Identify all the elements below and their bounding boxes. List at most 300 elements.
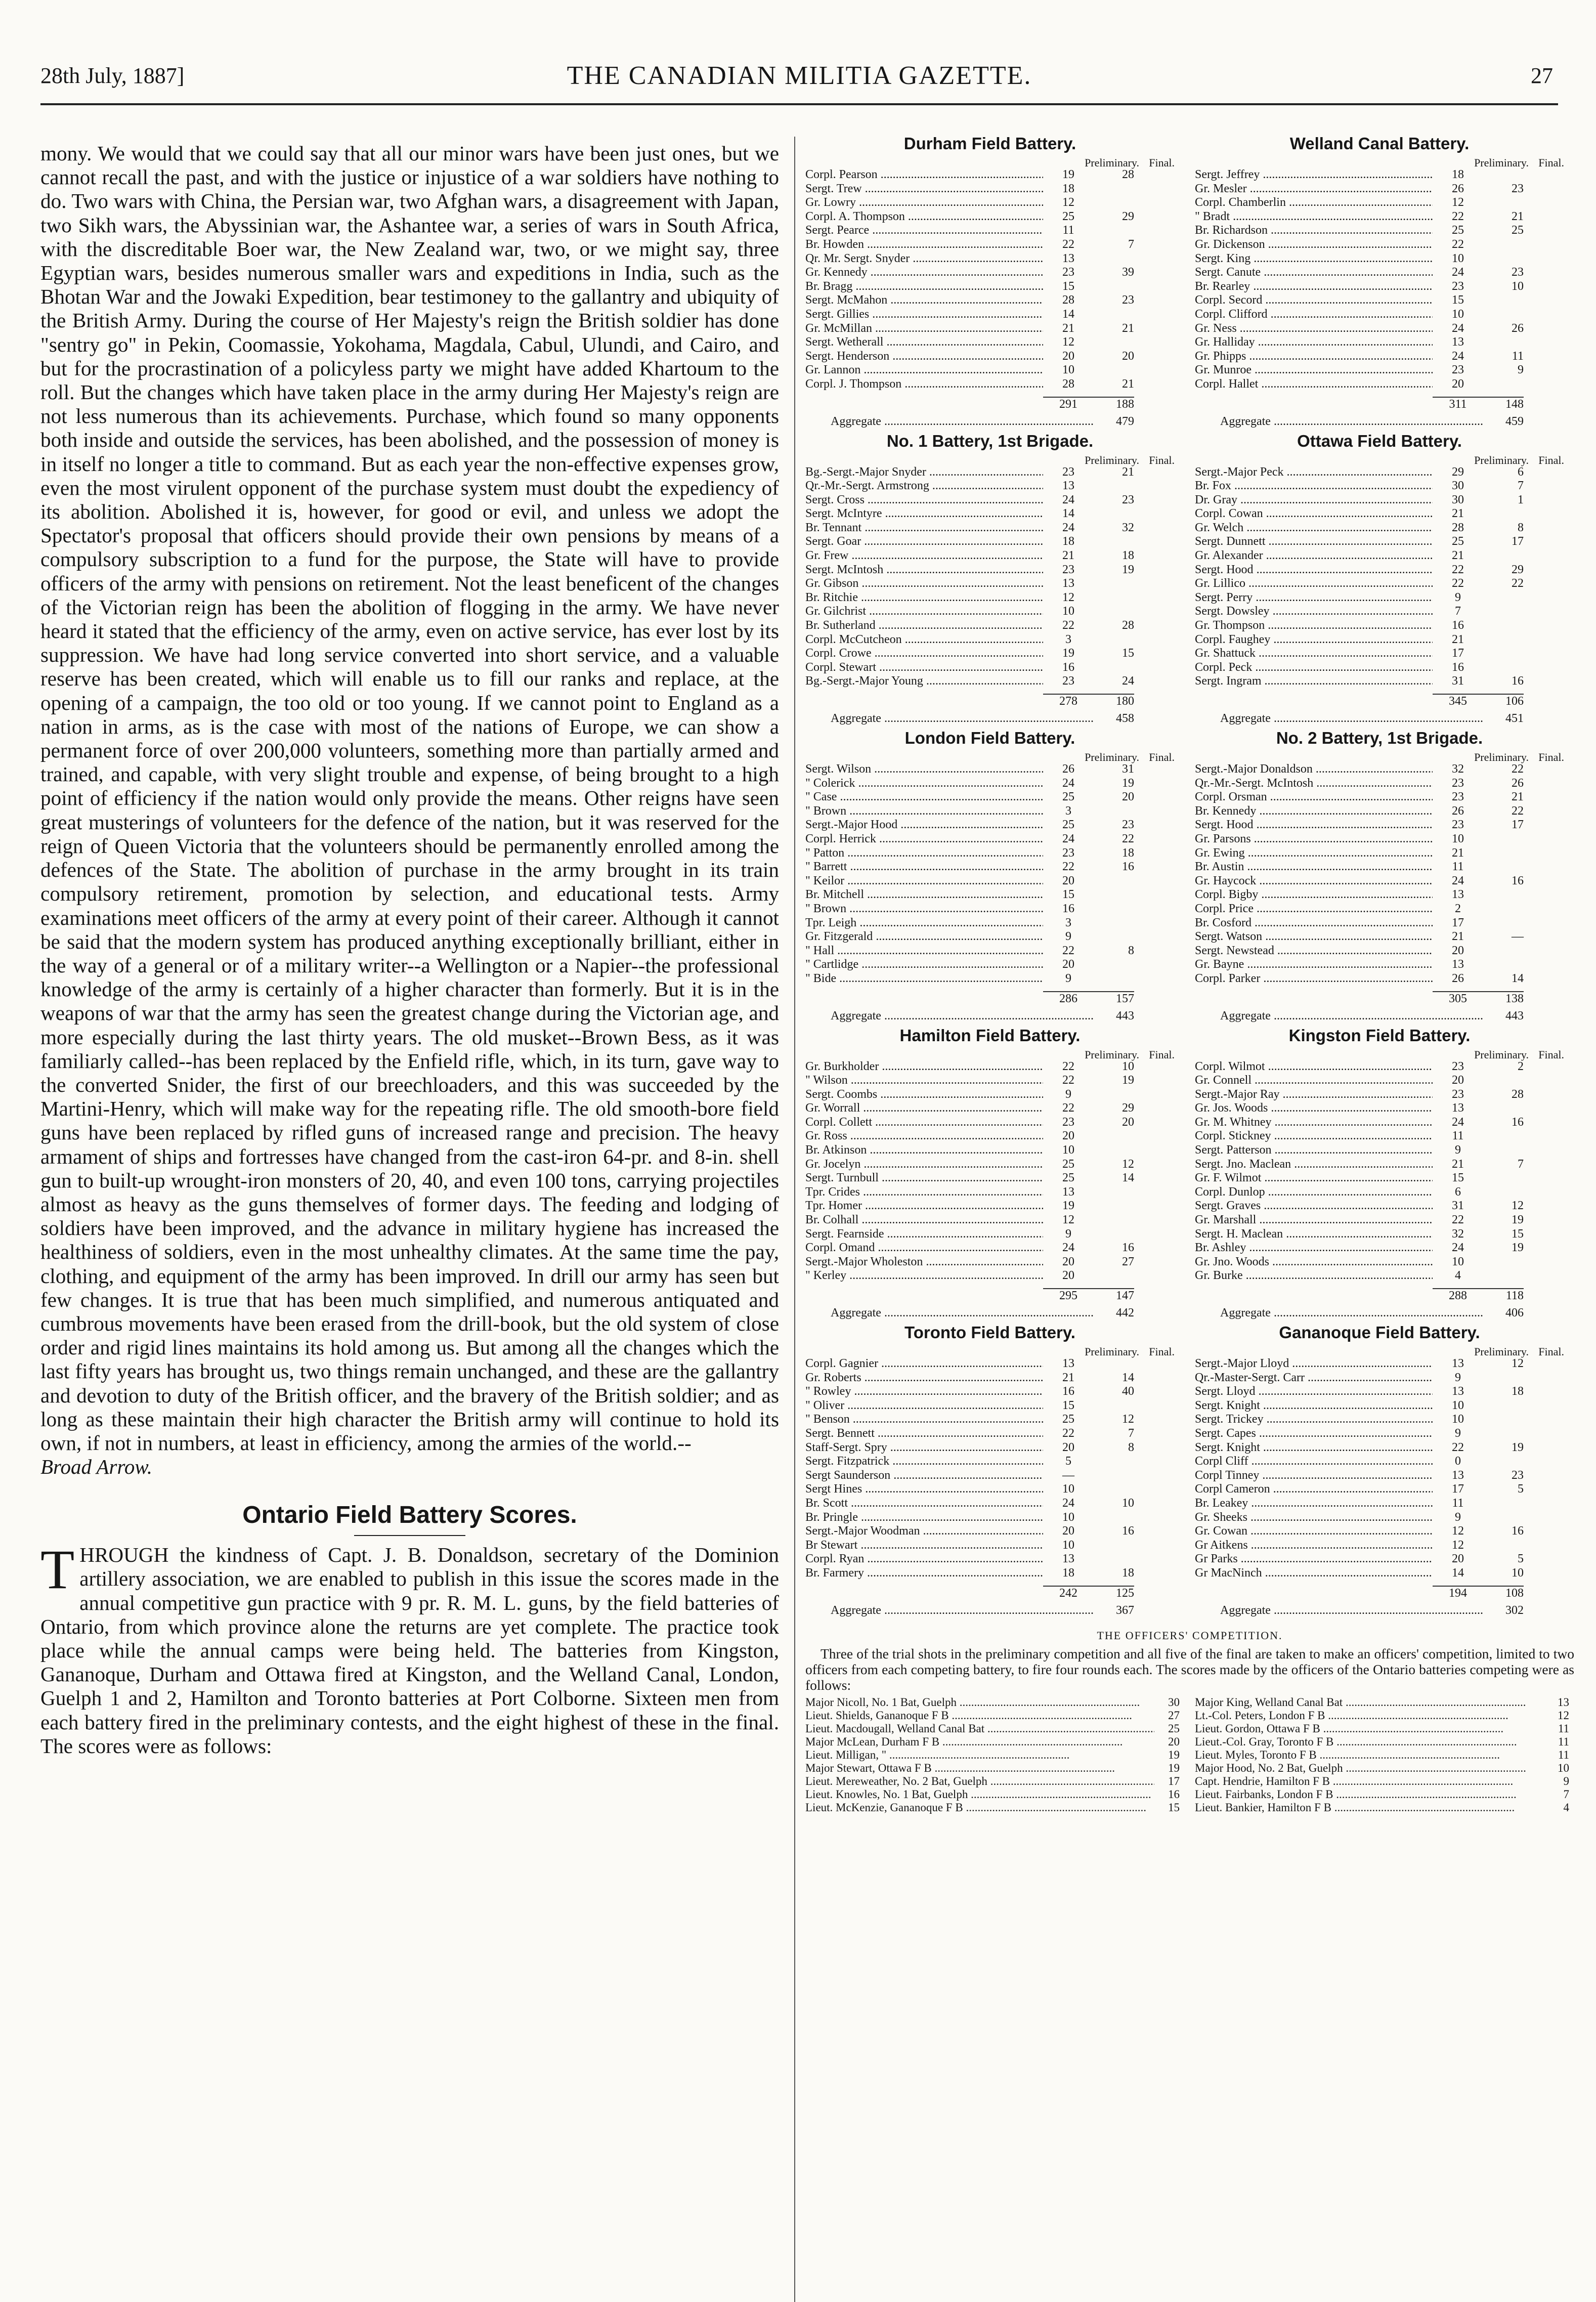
preliminary-score: 3 xyxy=(1065,916,1071,929)
preliminary-score: 22 xyxy=(1062,1074,1074,1087)
preliminary-score: — xyxy=(1062,1468,1074,1482)
preliminary-score: 25 xyxy=(1062,818,1074,832)
preliminary-score: 9 xyxy=(1065,1087,1071,1101)
final-score: 7 xyxy=(1518,479,1524,493)
gunner-name: Br. Mitchell ..... xyxy=(805,888,1043,902)
aggregate-label: Aggregate ..... xyxy=(805,1604,1094,1618)
score-row xyxy=(1195,818,1564,832)
score-row xyxy=(805,210,1175,224)
gunner-name: Corpl Cameron ..... xyxy=(1195,1482,1433,1497)
preliminary-score: 23 xyxy=(1062,563,1074,576)
preliminary-score: 15 xyxy=(1452,1171,1464,1185)
final-score xyxy=(1094,972,1134,986)
column-headers xyxy=(1195,453,1564,465)
preliminary-score: 22 xyxy=(1452,237,1464,251)
score-row xyxy=(1195,1241,1564,1255)
officers-scores xyxy=(805,1696,1574,1814)
score-row xyxy=(805,238,1175,252)
score-row xyxy=(805,1269,1175,1283)
gunner-name: Corpl. Ryan ..... xyxy=(805,1552,1043,1566)
final-score: 8 xyxy=(1128,1440,1134,1454)
final-score: 28 xyxy=(1122,619,1134,632)
preliminary-score: 10 xyxy=(1452,1255,1464,1268)
final-score xyxy=(1094,507,1134,521)
final-score: 21 xyxy=(1512,790,1524,804)
score-row xyxy=(1195,674,1564,689)
final-score xyxy=(1094,902,1134,916)
officer-name: Lieut. Shields, Gananoque F B ..... xyxy=(805,1709,1154,1722)
final-score: 19 xyxy=(1122,1074,1134,1087)
gunner-name: Gr. Burkholder ..... xyxy=(805,1060,1043,1074)
final-score: 29 xyxy=(1122,209,1134,223)
final-score: 10 xyxy=(1122,1059,1134,1073)
officers-intro: Three of the trial shots in the preliminary competition and all five of the final are taken to make an officers' competition, limited to two officers from each competing battery, to fire four rounds each. The scores made by the officers of the Ontario batteries competing were as follows: xyxy=(805,1645,1574,1693)
final-header: Final. xyxy=(1149,453,1175,466)
score-row xyxy=(805,661,1175,675)
gunner-name: Br. Atkinson ..... xyxy=(805,1143,1043,1158)
final-score xyxy=(1094,1482,1134,1497)
score-row xyxy=(805,777,1175,791)
score-row xyxy=(1195,1074,1564,1088)
score-row xyxy=(1195,238,1564,252)
battery-name: Kingston Field Battery. xyxy=(1288,1026,1471,1045)
preliminary-score: 10 xyxy=(1452,1413,1464,1426)
officer-name: Lieut. McKenzie, Gananoque F B ..... xyxy=(805,1801,1154,1814)
battery-name: Welland Canal Battery. xyxy=(1289,134,1470,153)
score-row xyxy=(805,335,1175,350)
gunner-name: Corpl. Collett ..... xyxy=(805,1116,1043,1130)
preliminary-score: 13 xyxy=(1452,888,1464,902)
final-header: Final. xyxy=(1149,1048,1175,1061)
preliminary-score: 20 xyxy=(1452,944,1464,957)
preliminary-score: 12 xyxy=(1062,335,1074,349)
final-score: 10 xyxy=(1122,1496,1134,1510)
final-score: 16 xyxy=(1122,860,1134,874)
gunner-name: Sergt. Wetherall ..... xyxy=(805,335,1043,350)
final-score xyxy=(1094,196,1134,210)
gunner-name: Sergt. Dunnett ..... xyxy=(1195,535,1433,549)
final-score: 1 xyxy=(1518,493,1524,506)
gunner-name: Gr Aitkens ..... xyxy=(1195,1539,1433,1553)
score-row xyxy=(1195,252,1564,266)
score-row xyxy=(1195,804,1564,819)
officer-score-row xyxy=(1195,1788,1569,1801)
final-score: 8 xyxy=(1518,521,1524,534)
preliminary-score: 23 xyxy=(1452,818,1464,832)
preliminary-score: 18 xyxy=(1062,182,1074,195)
section-rule xyxy=(354,1535,465,1536)
final-score: 17 xyxy=(1512,535,1524,548)
aggregate-label: Aggregate ..... xyxy=(1195,1306,1483,1320)
score-row xyxy=(1195,224,1564,238)
totals-row xyxy=(805,395,1175,412)
battery-name: No. 1 Battery, 1st Brigade. xyxy=(886,431,1094,450)
score-row xyxy=(1195,1213,1564,1227)
gunner-name: Sergt.-Major Wholeston ..... xyxy=(805,1255,1043,1269)
total-preliminary: 194 xyxy=(1433,1586,1483,1601)
score-row xyxy=(1195,1101,1564,1116)
gunner-name: Sergt. Jeffrey ..... xyxy=(1195,168,1433,182)
gunner-name: Gr. Cowan ..... xyxy=(1195,1524,1433,1539)
final-score: 19 xyxy=(1512,1241,1524,1255)
final-score xyxy=(1094,479,1134,493)
officer-score-row xyxy=(805,1709,1180,1722)
final-score xyxy=(1094,1088,1134,1102)
right-column xyxy=(805,134,1574,1814)
final-score xyxy=(1094,577,1134,591)
final-score xyxy=(1094,605,1134,619)
score-row xyxy=(1195,1524,1564,1539)
score-row xyxy=(805,1227,1175,1242)
column-rule xyxy=(794,137,795,2302)
final-score: 16 xyxy=(1512,1115,1524,1129)
score-row xyxy=(805,1566,1175,1581)
preliminary-score: 10 xyxy=(1062,605,1074,618)
final-score xyxy=(1483,1413,1524,1427)
gunner-name: Sergt.-Major Woodman ..... xyxy=(805,1524,1043,1539)
score-row xyxy=(805,633,1175,647)
section-title: Ontario Field Battery Scores. xyxy=(242,1502,577,1529)
preliminary-score: 17 xyxy=(1452,647,1464,660)
preliminary-score: 12 xyxy=(1062,590,1074,604)
preliminary-score: 15 xyxy=(1062,888,1074,902)
officer-name: Major McLean, Durham F B ..... xyxy=(805,1735,1154,1749)
gunner-name: Br. Farmery ..... xyxy=(805,1566,1043,1581)
score-row xyxy=(805,280,1175,294)
score-row xyxy=(1195,563,1564,577)
preliminary-score: 24 xyxy=(1062,1496,1074,1510)
final-score xyxy=(1094,661,1134,675)
gunner-name: Corpl. McCutcheon ..... xyxy=(805,633,1043,647)
score-row xyxy=(805,293,1175,308)
gunner-name: Gr. Dickenson ..... xyxy=(1195,238,1433,252)
totals-row xyxy=(805,692,1175,709)
final-score xyxy=(1483,168,1524,182)
gunner-name: Br. Fox ..... xyxy=(1195,479,1433,493)
officer-name: Major Stewart, Ottawa F B ..... xyxy=(805,1762,1154,1775)
score-row xyxy=(805,605,1175,619)
gunner-name: Corpl Cliff ..... xyxy=(1195,1455,1433,1469)
gunner-name: Sergt. H. Maclean ..... xyxy=(1195,1227,1433,1242)
gunner-name: Gr. Haycock ..... xyxy=(1195,874,1433,888)
gunner-name: " Bradt ..... xyxy=(1195,210,1433,224)
officer-score-row xyxy=(805,1801,1180,1814)
preliminary-header: Preliminary. xyxy=(1085,156,1139,169)
preliminary-score: 20 xyxy=(1062,1269,1074,1283)
column-headers xyxy=(805,1048,1175,1060)
total-final: 108 xyxy=(1483,1586,1524,1601)
gunner-name: " Oliver ..... xyxy=(805,1399,1043,1413)
final-score: 6 xyxy=(1518,465,1524,479)
preliminary-score: 5 xyxy=(1065,1455,1071,1468)
score-row xyxy=(805,1158,1175,1172)
score-row xyxy=(805,521,1175,535)
gunner-name: Corpl. Peck ..... xyxy=(1195,661,1433,675)
aggregate-value: 451 xyxy=(1505,712,1524,726)
total-final: 180 xyxy=(1094,694,1134,709)
final-score xyxy=(1483,1455,1524,1469)
gunner-name: Gr. Ewing ..... xyxy=(1195,846,1433,861)
gunner-name: Sergt. Ingram ..... xyxy=(1195,674,1433,689)
score-row xyxy=(1195,479,1564,493)
totals-row xyxy=(805,1286,1175,1303)
score-row xyxy=(1195,1385,1564,1399)
final-score: 7 xyxy=(1518,1157,1524,1171)
preliminary-score: 23 xyxy=(1062,465,1074,479)
officer-score-row xyxy=(805,1735,1180,1749)
final-score: 5 xyxy=(1518,1482,1524,1496)
preliminary-score: 15 xyxy=(1062,1398,1074,1412)
preliminary-score: 23 xyxy=(1452,279,1464,293)
final-score: 40 xyxy=(1122,1385,1134,1398)
preliminary-score: 22 xyxy=(1452,1213,1464,1227)
final-score: 28 xyxy=(1122,168,1134,181)
preliminary-score: 16 xyxy=(1062,1385,1074,1398)
final-score: 15 xyxy=(1512,1227,1524,1241)
preliminary-score: 19 xyxy=(1062,168,1074,181)
preliminary-score: 13 xyxy=(1062,479,1074,493)
preliminary-score: 12 xyxy=(1062,196,1074,209)
score-row xyxy=(1195,1427,1564,1441)
final-score xyxy=(1483,1371,1524,1385)
preliminary-score: 21 xyxy=(1452,1157,1464,1171)
gunner-name: " Brown ..... xyxy=(805,902,1043,916)
preliminary-score: 23 xyxy=(1452,363,1464,377)
gunner-name: Br. Ashley ..... xyxy=(1195,1241,1433,1255)
score-row xyxy=(1195,1441,1564,1455)
score-row xyxy=(805,888,1175,902)
preliminary-score: 10 xyxy=(1452,1398,1464,1412)
score-row xyxy=(805,535,1175,549)
total-final: 118 xyxy=(1483,1288,1524,1303)
preliminary-score: 13 xyxy=(1062,251,1074,265)
gunner-name: Sergt. Bennett ..... xyxy=(805,1427,1043,1441)
gunner-name: Br Stewart ..... xyxy=(805,1539,1043,1553)
gunner-name: Gr. Lillico ..... xyxy=(1195,577,1433,591)
aggregate-value: 302 xyxy=(1505,1603,1524,1617)
preliminary-score: 10 xyxy=(1452,307,1464,321)
score-row xyxy=(805,674,1175,689)
gunner-name: Br. Scott ..... xyxy=(805,1497,1043,1511)
preliminary-score: 22 xyxy=(1062,1101,1074,1115)
preliminary-score: 25 xyxy=(1062,1413,1074,1426)
preliminary-score: 28 xyxy=(1062,293,1074,307)
final-score: 18 xyxy=(1122,1566,1134,1580)
battery-table xyxy=(805,1026,1175,1326)
final-score: 16 xyxy=(1512,1524,1524,1538)
battery-name: Toronto Field Battery. xyxy=(904,1323,1075,1342)
score-row xyxy=(1195,1552,1564,1566)
gunner-name: Sergt. Watson ..... xyxy=(1195,930,1433,944)
gunner-name: Gr. Gibson ..... xyxy=(805,577,1043,591)
column-headers xyxy=(1195,1048,1564,1060)
preliminary-header: Preliminary. xyxy=(1474,156,1529,169)
gunner-name: Gr. Fitzgerald ..... xyxy=(805,930,1043,944)
preliminary-score: 22 xyxy=(1062,619,1074,632)
preliminary-score: 20 xyxy=(1062,1440,1074,1454)
final-score xyxy=(1483,832,1524,846)
final-score: 14 xyxy=(1512,971,1524,985)
battery-table xyxy=(1195,431,1564,732)
gunner-name: Sergt. Trew ..... xyxy=(805,182,1043,196)
gunner-name: Qr.-Mr.-Sergt. McIntosh ..... xyxy=(1195,777,1433,791)
final-score: 23 xyxy=(1512,182,1524,195)
final-score: 23 xyxy=(1512,266,1524,279)
preliminary-score: 26 xyxy=(1452,182,1464,195)
preliminary-score: 3 xyxy=(1065,632,1071,646)
preliminary-score: 24 xyxy=(1062,776,1074,790)
gunner-name: Gr. Jno. Woods ..... xyxy=(1195,1255,1433,1269)
final-score xyxy=(1483,916,1524,930)
score-row xyxy=(1195,762,1564,777)
officers-scores-right xyxy=(1195,1696,1569,1814)
gunner-name: Br. Tennant ..... xyxy=(805,521,1043,535)
final-score xyxy=(1483,633,1524,647)
total-preliminary: 295 xyxy=(1043,1288,1094,1303)
newspaper-page xyxy=(40,61,1596,2256)
gunner-name: Sergt. Jno. Maclean ..... xyxy=(1195,1158,1433,1172)
score-row xyxy=(805,1241,1175,1255)
gunner-name: Corpl. Clifford ..... xyxy=(1195,308,1433,322)
final-score xyxy=(1483,1185,1524,1200)
section-intro xyxy=(40,1539,779,1758)
aggregate-row xyxy=(1195,1006,1564,1024)
gunner-name: Gr MacNinch ..... xyxy=(1195,1566,1433,1581)
aggregate-value: 443 xyxy=(1116,1009,1134,1022)
preliminary-score: 10 xyxy=(1452,251,1464,265)
gunner-name: " Colerick ..... xyxy=(805,777,1043,791)
article-text: mony. We would that we could say that all our minor wars have been just ones, but we cannot recall the past, and with the justice or injustice of a war soldiers have nothing to do. Two wars with China, the Persian war, two Afghan wars, a disagreement with Japan, two Sikh wars, the Abyssinian war, the Ashantee war, a series of wars in South Africa, with the discreditable Boer war, the New Zealand war, two, or we might say, three Egyptian wars, besides numerous smaller wars and expeditions in India, such as the Bhotan War and the Jowaki Expedition, bear testimoney to the gallantry and ubiquity of the British Army. During the course of Her Majesty's reign the British soldier has done "sentry go" in Pekin, Coomassie, Yokohama, Magdala, Cabul, Ulundi, and Cairo, and but for the procrastination of a policyless party we might have added Khartoum to the roll. But the changes which have taken place in the army during Her Majesty's reign are not less numerous than its achievements. Purchase, which found so many opponents both inside and outside the services, has been abolished, and the possession of money is in itself no longer a title to command. But as each year the non-effective expenses grow, even the most virulent opponent of the purchase system must doubt the expediency of its abolition. Abolished it is, however, for good or evil, and unless we adopt the Spectator's proposal that officers should provide their own pensions by means of a compulsory subscription to a fund for the purpose, the State will have to provide officers of the army with pensions on retirement. Not the least beneficent of the changes of the Victorian reign has been the abolition of flogging in the army. We have never heard it stated that the efficiency of the army, even on active service, has ever lost by its suppression. We have had long service converted into short service, and a valuable reserve has been created, which will enable us to fill our ranks and replace, at the opening of a campaign, the too old or too young. If we cannot point to England as a nation in arms, as is the case with most of the nations of Europe, we can show a permanent force of over 200,000 volunteers, something more than partially armed and trained, and capable, with very slight trouble and expense, of being brought to a high point of efficiency if the nation would only provide the means. Other reigns have seen great musterings of volunteers for the defence of the nation, but it was reserved for the reign of Queen Victoria that the volunteers should be permanently enrolled among the defences of the State. The abolition of purchase in the army brought in its train compulsory retirement, promotion by selection, and educational tests. Army examinations meet officers of the army at every point of their career. Although it cannot be said that the modern system has produced anything exceptionally brilliant, either in the way of a general or of a military writer--a Wellington or a Napier--the professional knowledge of the army is certainly of a higher character than formerly. But it is in the weapons of war that the army has seen the greatest change during the Victorian age, and more especially during the last thirty years. The old musket--Brown Bess, as it was familiarly called--has been replaced by the Enfield rifle, which, in its turn, gave way to the converted Snider, the first of our breechloaders, and this was succeeded by the Martini-Henry, which will make way for the repeating rifle. The old smooth-bore field guns have been replaced by rifled guns of increased range and precision. The heavy armament of ships and fortresses have changed from the cast-iron 64-pr. and 8-in. shell gun to built-up wrought-iron monsters of 20, 40, and even 100 tons, carrying projectiles almost as heavy as the guns themselves of former days. The feeding and lodging of soldiers have been improved, and the advance in military hygiene has increased the healthiness of soldiers, even in the most unhealthy climates. At the same time the pay, clothing, and equipment of the army has been improved. In drill our army has seen but few changes. It is true that has been much simplified, and numerous antiquated and cumbrous movements have been erased from the drill-book, but the old system of close order and rigid lines maintains its hold among us. But among all the changes which the last fifty years has brought us, two things remain unchanged, and these are the gallantry and devotion to duty of the British officer, and the bravery of the British soldier; and as long as these maintain their high character the British army will continue to hold its own, if not in numbers, at least in efficiency, among the armies of the world.-- xyxy=(40,142,779,1455)
final-score: 20 xyxy=(1122,349,1134,363)
total-preliminary: 291 xyxy=(1043,397,1094,412)
aggregate-value: 406 xyxy=(1505,1306,1524,1320)
score-row xyxy=(1195,577,1564,591)
final-score xyxy=(1094,804,1134,819)
gunner-name: Corpl Tinney ..... xyxy=(1195,1469,1433,1483)
score-row xyxy=(805,465,1175,480)
score-row xyxy=(1195,902,1564,916)
preliminary-score: 13 xyxy=(1452,1357,1464,1370)
score-row xyxy=(1195,1455,1564,1469)
final-score xyxy=(1094,1455,1134,1469)
final-score xyxy=(1483,591,1524,605)
preliminary-score: 10 xyxy=(1062,1538,1074,1552)
score-row xyxy=(1195,1143,1564,1158)
final-score xyxy=(1483,549,1524,563)
totals-row xyxy=(1195,1286,1564,1303)
preliminary-score: 9 xyxy=(1455,1143,1461,1157)
final-score xyxy=(1483,335,1524,350)
final-score xyxy=(1094,224,1134,238)
final-score xyxy=(1094,633,1134,647)
final-header: Final. xyxy=(1149,156,1175,169)
officer-score: 19 xyxy=(1168,1748,1180,1761)
aggregate-value: 442 xyxy=(1116,1306,1134,1320)
final-score: 22 xyxy=(1512,577,1524,590)
gunner-name: Br. Austin ..... xyxy=(1195,860,1433,874)
score-row xyxy=(805,804,1175,819)
final-score xyxy=(1483,238,1524,252)
left-column xyxy=(40,142,779,1758)
preliminary-header: Preliminary. xyxy=(1474,751,1529,763)
score-row xyxy=(805,196,1175,210)
gunner-name: " Hall ..... xyxy=(805,944,1043,958)
header-rule xyxy=(40,103,1558,105)
final-score: 22 xyxy=(1122,832,1134,845)
aggregate-row xyxy=(1195,709,1564,726)
officer-name: Lieut. Bankier, Hamilton F B ..... xyxy=(1195,1801,1544,1814)
score-row xyxy=(805,1482,1175,1497)
score-row xyxy=(1195,182,1564,196)
final-score: 19 xyxy=(1512,1440,1524,1454)
preliminary-score: 21 xyxy=(1062,549,1074,563)
battery-name: London Field Battery. xyxy=(904,729,1075,747)
preliminary-score: 23 xyxy=(1062,266,1074,279)
final-score xyxy=(1483,196,1524,210)
preliminary-score: 28 xyxy=(1062,377,1074,391)
score-row xyxy=(805,1371,1175,1385)
preliminary-score: 21 xyxy=(1452,507,1464,521)
gunner-name: Sergt Saunderson ..... xyxy=(805,1469,1043,1483)
gunner-name: Gr. Phipps ..... xyxy=(1195,350,1433,364)
battery-table xyxy=(805,731,1175,1029)
preliminary-score: 29 xyxy=(1452,465,1464,479)
preliminary-score: 25 xyxy=(1062,209,1074,223)
score-row xyxy=(1195,944,1564,958)
aggregate-row xyxy=(1195,1303,1564,1320)
preliminary-score: 23 xyxy=(1452,776,1464,790)
score-row xyxy=(1195,280,1564,294)
final-score: 11 xyxy=(1512,349,1524,363)
gunner-name: Corpl. Pearson ..... xyxy=(805,168,1043,182)
score-row xyxy=(805,1060,1175,1074)
final-score xyxy=(1483,661,1524,675)
final-header: Final. xyxy=(1538,1345,1564,1358)
preliminary-score: 20 xyxy=(1452,1552,1464,1566)
gunner-name: Gr. Ness ..... xyxy=(1195,322,1433,336)
score-row xyxy=(1195,363,1564,377)
score-row xyxy=(805,1455,1175,1469)
preliminary-score: 17 xyxy=(1452,1482,1464,1496)
final-score xyxy=(1483,1399,1524,1413)
score-row xyxy=(1195,335,1564,350)
officer-score: 20 xyxy=(1168,1735,1180,1748)
preliminary-score: 25 xyxy=(1062,1171,1074,1185)
final-score: 16 xyxy=(1512,874,1524,887)
officer-score: 10 xyxy=(1558,1761,1569,1774)
preliminary-score: 16 xyxy=(1452,619,1464,632)
preliminary-score: 16 xyxy=(1452,660,1464,674)
score-row xyxy=(1195,1539,1564,1553)
gunner-name: Sergt. Gillies ..... xyxy=(805,308,1043,322)
score-row xyxy=(805,1399,1175,1413)
gunner-name: Sergt Hines ..... xyxy=(805,1482,1043,1497)
officer-name: Lieut. Gordon, Ottawa F B ..... xyxy=(1195,1722,1544,1735)
final-score xyxy=(1483,1143,1524,1158)
aggregate-row xyxy=(805,1601,1175,1618)
total-preliminary: 305 xyxy=(1433,991,1483,1006)
score-row xyxy=(805,479,1175,493)
preliminary-score: 28 xyxy=(1452,521,1464,534)
final-score: 16 xyxy=(1122,1241,1134,1255)
gunner-name: Gr. F. Wilmot ..... xyxy=(1195,1171,1433,1185)
score-row xyxy=(1195,196,1564,210)
preliminary-header: Preliminary. xyxy=(1474,1048,1529,1061)
gunner-name: Sergt. Cross ..... xyxy=(805,493,1043,507)
gunner-name: Gr. Thompson ..... xyxy=(1195,619,1433,633)
gunner-name: Gr. Lannon ..... xyxy=(805,363,1043,377)
preliminary-score: 20 xyxy=(1062,349,1074,363)
